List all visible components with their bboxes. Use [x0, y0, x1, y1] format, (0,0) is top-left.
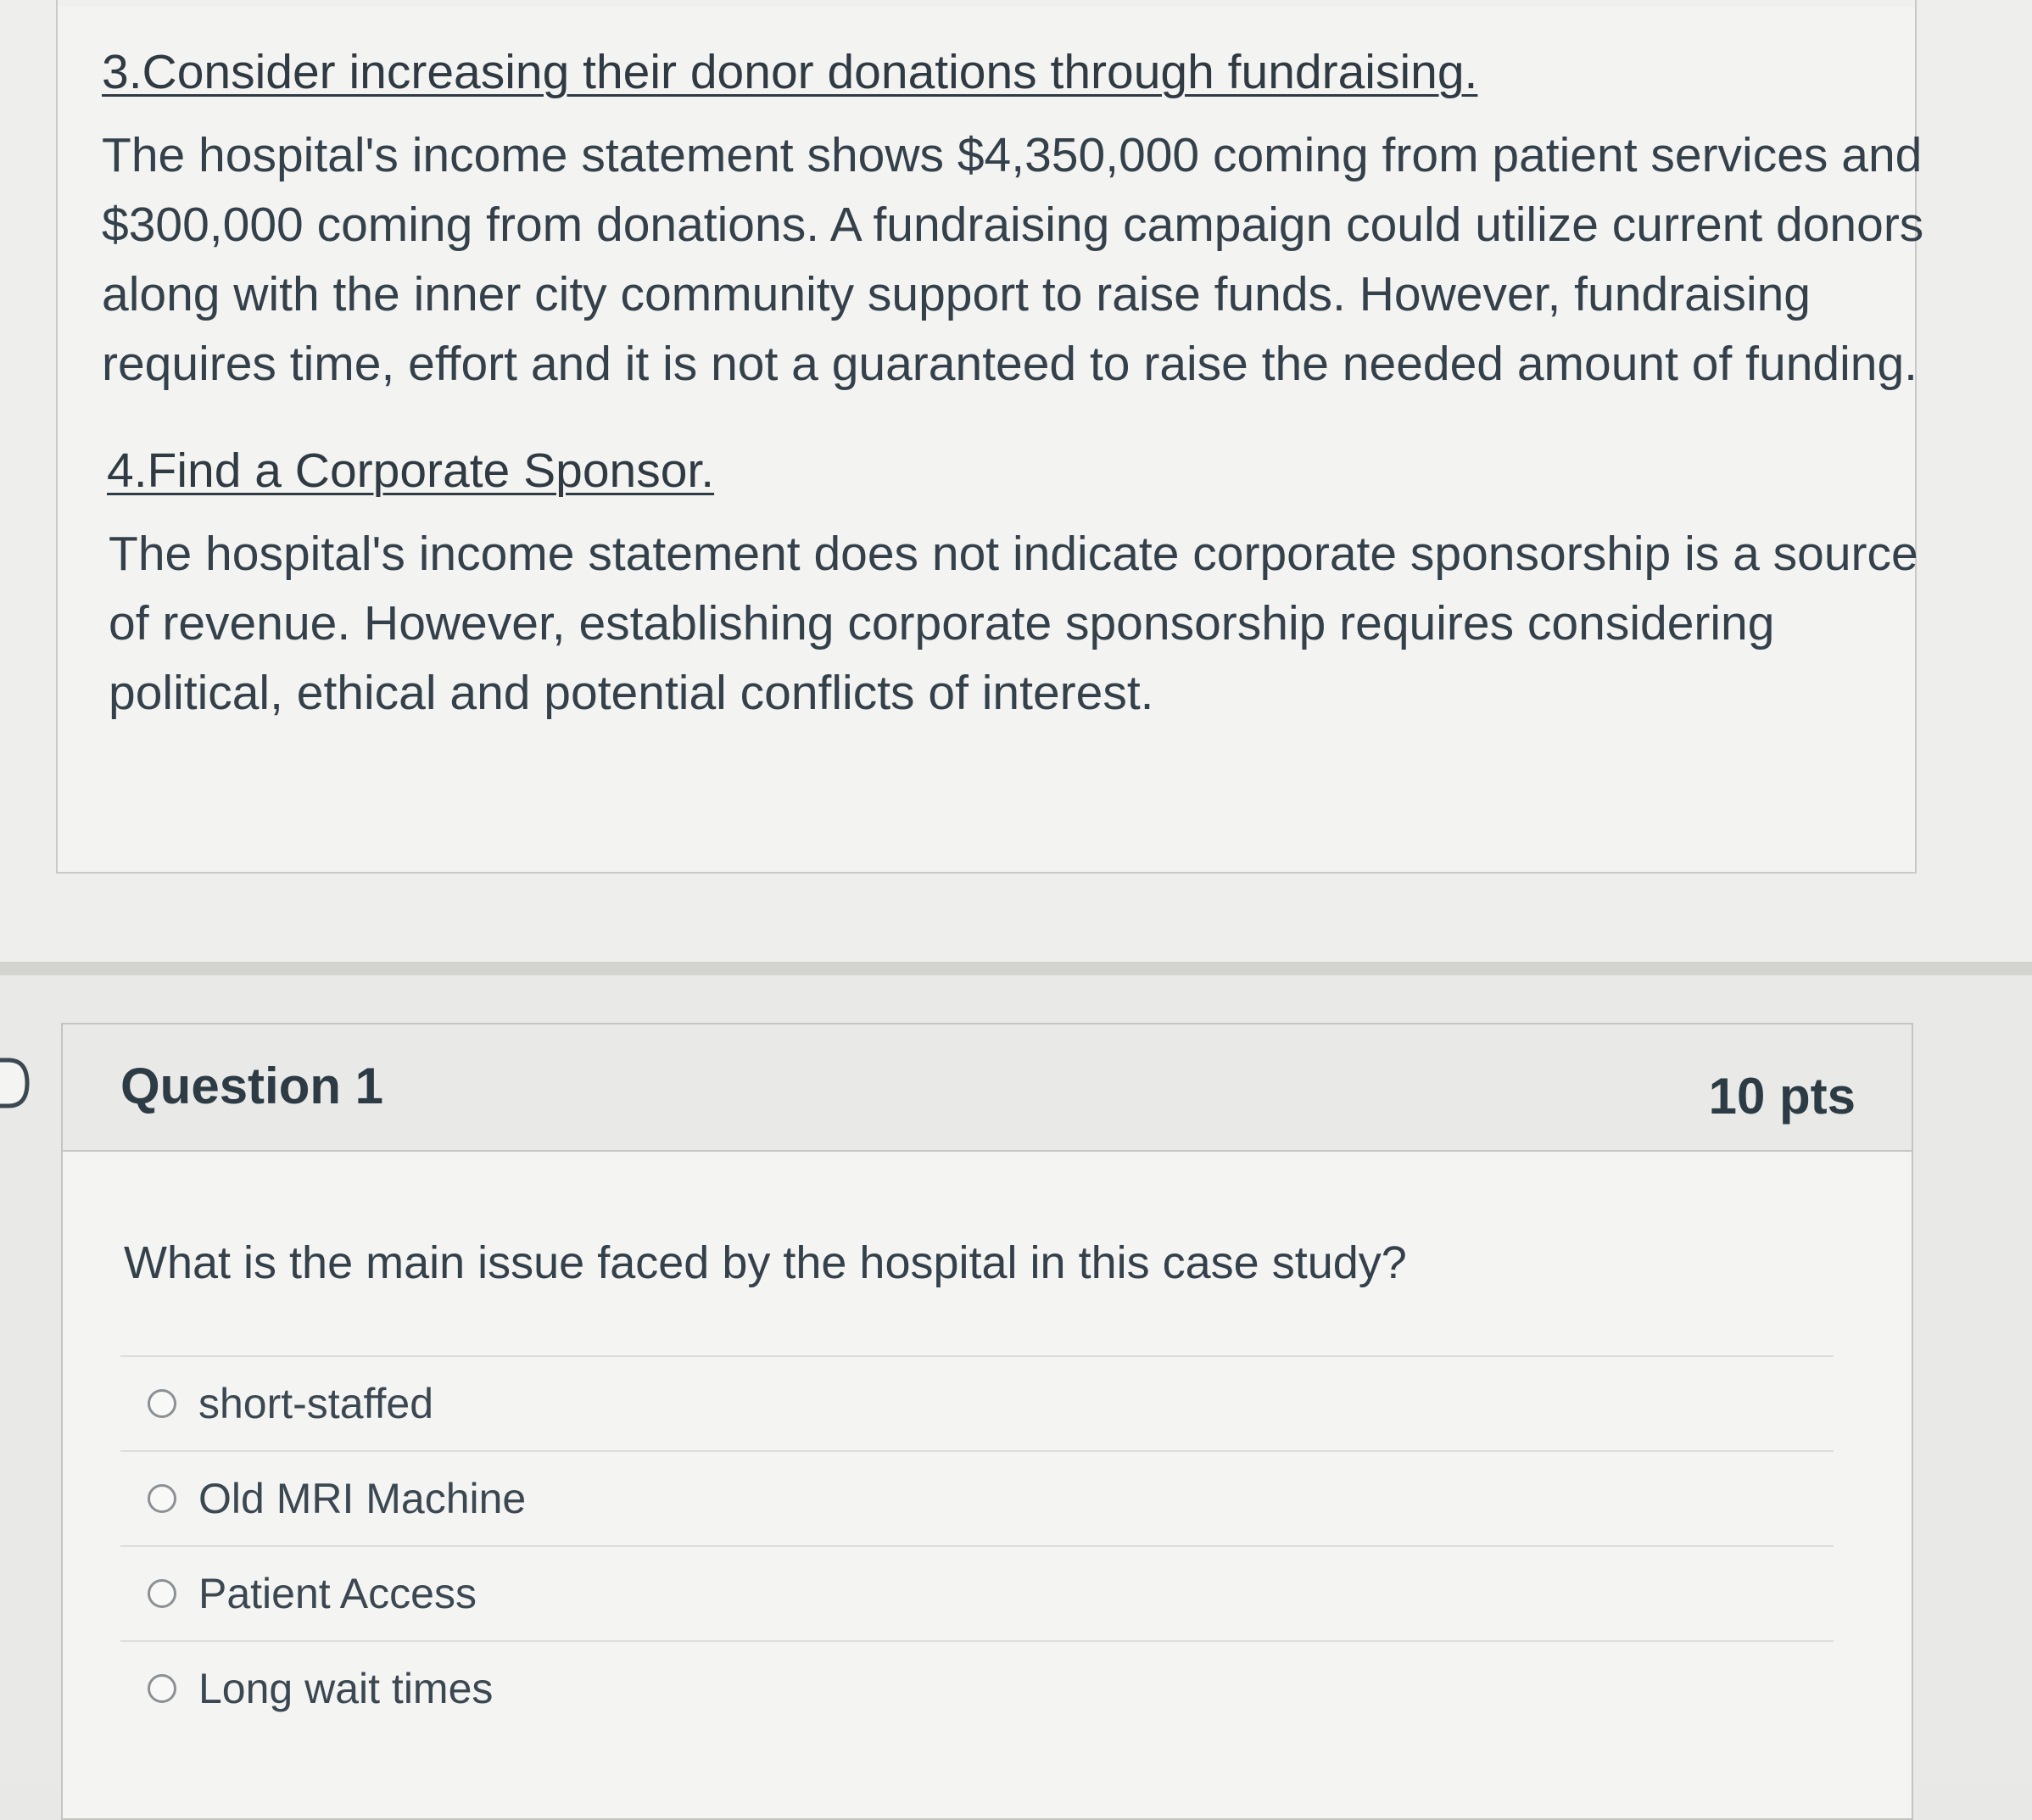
answer-label[interactable]: Long wait times — [198, 1665, 494, 1712]
question-header — [63, 1024, 1912, 1152]
answer-list — [120, 1355, 1834, 1735]
answer-label[interactable]: short-staffed — [198, 1380, 434, 1427]
question-card — [61, 1023, 1913, 1820]
option-4-line: The hospital's income statement does not indicate corporate sponsorship is a source — [109, 527, 1918, 581]
option-3-line: The hospital's income statement shows $4,350,000 coming from patient services and — [102, 128, 1923, 182]
option-3-paragraph — [102, 120, 1923, 399]
option-3-heading: 3.Consider increasing their donor donations through fundraising. — [102, 45, 1478, 99]
answer-label[interactable]: Patient Access — [198, 1570, 477, 1617]
radio-button[interactable] — [148, 1674, 176, 1703]
option-3-line: $300,000 coming from donations. A fundraising campaign could utilize current donors — [102, 198, 1924, 252]
option-4-paragraph — [109, 519, 1918, 728]
option-3-line: requires time, effort and it is not a guaranteed to raise the needed amount of funding. — [102, 337, 1918, 391]
flag-question-icon[interactable] — [0, 1057, 32, 1109]
option-4-line: political, ethical and potential conflicts of interest. — [109, 666, 1154, 720]
option-3-line: along with the inner city community support to raise funds. However, fundraising — [102, 267, 1811, 321]
question-title: Question 1 — [120, 1058, 384, 1114]
question-points: 10 pts — [1708, 1068, 1856, 1125]
answer-option-short-staffed[interactable] — [120, 1355, 1834, 1450]
section-divider — [0, 962, 2032, 975]
radio-button[interactable] — [148, 1389, 176, 1418]
answer-option-old-mri-machine[interactable] — [120, 1450, 1834, 1545]
question-text: What is the main issue faced by the hospital in this case study? — [124, 1237, 1407, 1288]
radio-button[interactable] — [148, 1484, 176, 1513]
radio-button[interactable] — [148, 1579, 176, 1608]
option-4-line: of revenue. However, establishing corporate sponsorship requires considering — [109, 596, 1775, 650]
answer-option-patient-access[interactable] — [120, 1545, 1834, 1640]
answer-option-long-wait-times[interactable] — [120, 1640, 1834, 1735]
option-4-heading: 4.Find a Corporate Sponsor. — [107, 444, 715, 498]
answer-label[interactable]: Old MRI Machine — [198, 1475, 527, 1522]
case-study-passage — [56, 0, 1924, 874]
